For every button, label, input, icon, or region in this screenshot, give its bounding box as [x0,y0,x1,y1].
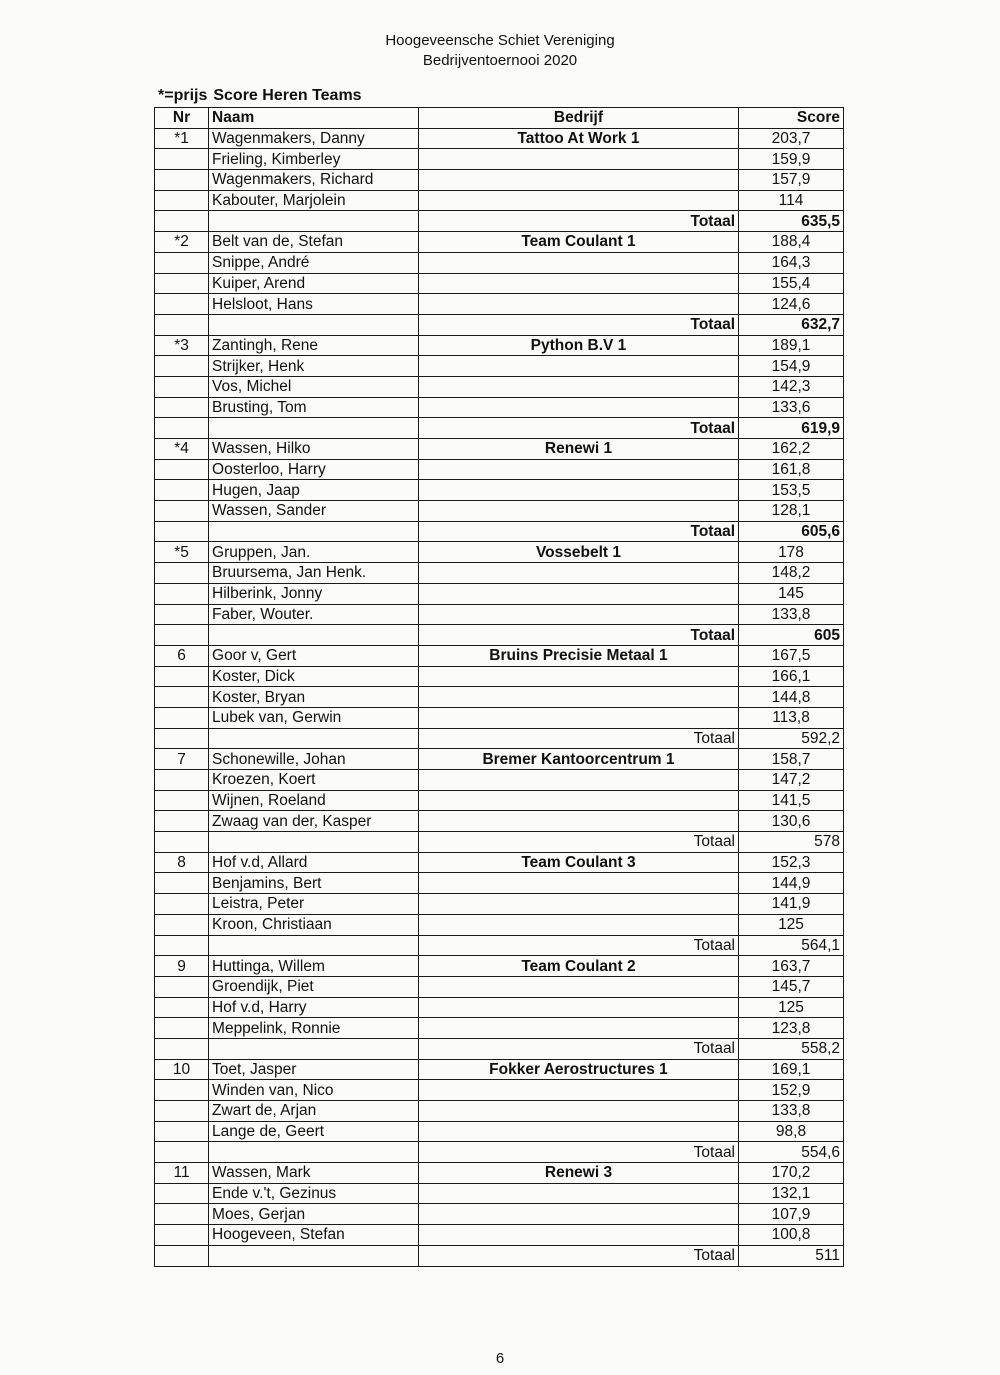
table-row [155,1121,844,1142]
member-name-cell: Lubek van, Gerwin [209,707,419,728]
member-name-cell: Wagenmakers, Danny [209,128,419,149]
column-header-nr: Nr [155,108,209,129]
company-cell [418,687,738,708]
member-score-cell: 159,9 [739,149,844,170]
company-cell [418,1204,738,1225]
member-name-cell: Kuiper, Arend [209,273,419,294]
member-name-cell: Kroon, Christiaan [209,914,419,935]
table-row [155,790,844,811]
member-name-cell: Goor v, Gert [209,645,419,666]
team-total-value: 554,6 [739,1142,844,1163]
company-cell [418,190,738,211]
company-cell [418,894,738,915]
member-name-cell: Winden van, Nico [209,1080,419,1101]
table-row [155,542,844,563]
table-row [155,252,844,273]
company-cell [418,294,738,315]
member-score-cell: 133,8 [739,1101,844,1122]
member-score-cell: 124,6 [739,294,844,315]
member-score-cell: 123,8 [739,1018,844,1039]
section-heading [158,87,362,105]
rank-cell [155,294,209,315]
rank-cell [155,604,209,625]
company-cell [418,1183,738,1204]
rank-cell [155,728,209,749]
member-score-cell: 145 [739,583,844,604]
rank-cell [155,149,209,170]
company-cell [418,397,738,418]
member-score-cell: 154,9 [739,356,844,377]
rank-cell: *2 [155,232,209,253]
company-cell: Team Coulant 1 [418,232,738,253]
table-row [155,873,844,894]
rank-cell [155,1142,209,1163]
member-score-cell: 152,9 [739,1080,844,1101]
member-score-cell: 167,5 [739,645,844,666]
rank-cell [155,1183,209,1204]
rank-cell [155,666,209,687]
team-total-row [155,625,844,646]
table-row [155,1204,844,1225]
company-cell [418,1101,738,1122]
member-score-cell: 98,8 [739,1121,844,1142]
company-cell [418,770,738,791]
member-name-cell: Moes, Gerjan [209,1204,419,1225]
company-cell [418,1225,738,1246]
company-cell [418,1121,738,1142]
member-score-cell: 144,8 [739,687,844,708]
team-total-value: 564,1 [739,935,844,956]
member-score-cell: 128,1 [739,501,844,522]
member-name-cell: Frieling, Kimberley [209,149,419,170]
member-name-cell [209,1245,419,1266]
rank-cell [155,397,209,418]
company-cell [418,149,738,170]
rank-cell: 10 [155,1059,209,1080]
rank-cell: *3 [155,335,209,356]
member-score-cell: 162,2 [739,439,844,460]
company-cell [418,501,738,522]
team-total-row [155,832,844,853]
member-name-cell: Hilberink, Jonny [209,583,419,604]
member-score-cell: 203,7 [739,128,844,149]
member-name-cell: Wassen, Sander [209,501,419,522]
company-cell [418,583,738,604]
member-name-cell [209,728,419,749]
company-cell: Vossebelt 1 [418,542,738,563]
member-score-cell: 125 [739,914,844,935]
team-total-value: 558,2 [739,1038,844,1059]
rank-cell [155,211,209,232]
rank-cell [155,480,209,501]
member-score-cell: 100,8 [739,1225,844,1246]
member-name-cell: Koster, Dick [209,666,419,687]
prize-legend: *=prijs [158,87,208,104]
table-row [155,294,844,315]
member-name-cell: Zwaag van der, Kasper [209,811,419,832]
team-total-row [155,728,844,749]
company-cell [418,1080,738,1101]
rank-cell [155,1080,209,1101]
company-cell [418,707,738,728]
table-row [155,397,844,418]
member-name-cell [209,1038,419,1059]
member-name-cell: Zantingh, Rene [209,335,419,356]
member-name-cell: Leistra, Peter [209,894,419,915]
member-name-cell: Koster, Bryan [209,687,419,708]
rank-cell [155,583,209,604]
member-name-cell: Belt van de, Stefan [209,232,419,253]
team-total-row [155,521,844,542]
member-name-cell [209,1142,419,1163]
table-row [155,811,844,832]
rank-cell [155,1245,209,1266]
rank-cell [155,832,209,853]
table-row [155,583,844,604]
rank-cell [155,418,209,439]
member-name-cell: Brusting, Tom [209,397,419,418]
rank-cell [155,770,209,791]
table-row [155,956,844,977]
table-row [155,1101,844,1122]
member-name-cell: Strijker, Henk [209,356,419,377]
company-cell [418,976,738,997]
member-score-cell: 113,8 [739,707,844,728]
member-score-cell: 114 [739,190,844,211]
totaal-label: Totaal [418,418,738,439]
table-row [155,376,844,397]
table-row [155,335,844,356]
member-name-cell: Huttinga, Willem [209,956,419,977]
table-row [155,749,844,770]
company-cell [418,376,738,397]
member-score-cell: 189,1 [739,335,844,356]
table-row [155,687,844,708]
company-cell [418,273,738,294]
rank-cell: 9 [155,956,209,977]
member-score-cell: 158,7 [739,749,844,770]
rank-cell [155,790,209,811]
rank-cell [155,997,209,1018]
company-cell [418,604,738,625]
table-row [155,645,844,666]
company-cell [418,811,738,832]
member-name-cell: Zwart de, Arjan [209,1101,419,1122]
team-total-value: 632,7 [739,314,844,335]
table-row [155,149,844,170]
table-row [155,501,844,522]
table-row [155,190,844,211]
company-cell: Team Coulant 2 [418,956,738,977]
totaal-label: Totaal [418,1038,738,1059]
rank-cell: 8 [155,852,209,873]
rank-cell [155,459,209,480]
totaal-label: Totaal [418,1142,738,1163]
company-cell: Python B.V 1 [418,335,738,356]
table-row [155,1018,844,1039]
member-name-cell: Toet, Jasper [209,1059,419,1080]
company-cell: Tattoo At Work 1 [418,128,738,149]
member-name-cell: Groendijk, Piet [209,976,419,997]
member-score-cell: 166,1 [739,666,844,687]
member-name-cell: Benjamins, Bert [209,873,419,894]
totaal-label: Totaal [418,314,738,335]
member-name-cell: Kabouter, Marjolein [209,190,419,211]
company-cell [418,914,738,935]
company-cell: Bruins Precisie Metaal 1 [418,645,738,666]
member-name-cell: Hoogeveen, Stefan [209,1225,419,1246]
rank-cell: 6 [155,645,209,666]
member-name-cell: Ende v.'t, Gezinus [209,1183,419,1204]
rank-cell [155,190,209,211]
rank-cell [155,914,209,935]
member-score-cell: 132,1 [739,1183,844,1204]
member-score-cell: 141,5 [739,790,844,811]
member-score-cell: 133,6 [739,397,844,418]
team-total-value: 578 [739,832,844,853]
member-name-cell: Wassen, Mark [209,1163,419,1184]
member-name-cell: Wassen, Hilko [209,439,419,460]
totaal-label: Totaal [418,935,738,956]
member-score-cell: 125 [739,997,844,1018]
rank-cell [155,894,209,915]
member-score-cell: 144,9 [739,873,844,894]
member-name-cell: Hof v.d, Harry [209,997,419,1018]
member-name-cell: Hof v.d, Allard [209,852,419,873]
member-score-cell: 142,3 [739,376,844,397]
table-row [155,170,844,191]
rank-cell [155,356,209,377]
company-cell [418,790,738,811]
table-row [155,1163,844,1184]
member-score-cell: 178 [739,542,844,563]
table-row [155,480,844,501]
team-total-row [155,1038,844,1059]
member-score-cell: 145,7 [739,976,844,997]
member-name-cell [209,625,419,646]
member-name-cell: Hugen, Jaap [209,480,419,501]
column-header-score: Score [739,108,844,129]
member-name-cell: Meppelink, Ronnie [209,1018,419,1039]
rank-cell [155,252,209,273]
table-row [155,563,844,584]
rank-cell [155,563,209,584]
rank-cell [155,935,209,956]
column-header-bedrijf: Bedrijf [418,108,738,129]
table-row [155,1080,844,1101]
company-cell: Renewi 1 [418,439,738,460]
totaal-label: Totaal [418,728,738,749]
member-name-cell: Bruursema, Jan Henk. [209,563,419,584]
member-name-cell: Kroezen, Koert [209,770,419,791]
company-cell [418,170,738,191]
member-name-cell: Schonewille, Johan [209,749,419,770]
table-row [155,604,844,625]
document-title: Hoogeveensche Schiet Vereniging [385,32,615,49]
table-row [155,128,844,149]
table-body [155,128,844,1266]
table-header-row [155,108,844,129]
member-score-cell: 161,8 [739,459,844,480]
rank-cell [155,314,209,335]
member-score-cell: 153,5 [739,480,844,501]
member-score-cell: 152,3 [739,852,844,873]
company-cell [418,459,738,480]
member-name-cell [209,935,419,956]
team-total-value: 592,2 [739,728,844,749]
table-row [155,666,844,687]
rank-cell [155,1225,209,1246]
company-cell [418,997,738,1018]
company-cell [418,252,738,273]
rank-cell [155,376,209,397]
rank-cell: *5 [155,542,209,563]
company-cell [418,563,738,584]
member-name-cell [209,314,419,335]
rank-cell [155,170,209,191]
scores-table [154,107,844,1267]
member-name-cell: Vos, Michel [209,376,419,397]
totaal-label: Totaal [418,1245,738,1266]
member-name-cell [209,211,419,232]
company-cell [418,666,738,687]
member-name-cell: Gruppen, Jan. [209,542,419,563]
rank-cell: 11 [155,1163,209,1184]
page-number: 6 [495,1350,505,1367]
rank-cell [155,521,209,542]
company-cell: Team Coulant 3 [418,852,738,873]
totaal-label: Totaal [418,832,738,853]
member-name-cell [209,418,419,439]
team-total-value: 511 [739,1245,844,1266]
company-cell [418,873,738,894]
member-name-cell: Snippe, André [209,252,419,273]
member-score-cell: 188,4 [739,232,844,253]
table-row [155,894,844,915]
member-name-cell: Helsloot, Hans [209,294,419,315]
table-row [155,1225,844,1246]
rank-cell [155,1018,209,1039]
rank-cell: *4 [155,439,209,460]
rank-cell [155,707,209,728]
member-score-cell: 130,6 [739,811,844,832]
totaal-label: Totaal [418,211,738,232]
member-score-cell: 147,2 [739,770,844,791]
table-row [155,770,844,791]
team-total-value: 635,5 [739,211,844,232]
team-total-row [155,314,844,335]
table-row [155,707,844,728]
rank-cell [155,1038,209,1059]
team-total-row [155,1142,844,1163]
rank-cell [155,625,209,646]
rank-cell [155,811,209,832]
totaal-label: Totaal [418,521,738,542]
member-name-cell: Faber, Wouter. [209,604,419,625]
table-row [155,273,844,294]
rank-cell [155,687,209,708]
company-cell [418,480,738,501]
table-row [155,976,844,997]
member-score-cell: 107,9 [739,1204,844,1225]
member-name-cell [209,832,419,853]
rank-cell [155,873,209,894]
team-total-row [155,211,844,232]
rank-cell [155,273,209,294]
rank-cell [155,501,209,522]
company-cell: Fokker Aerostructures 1 [418,1059,738,1080]
company-cell: Renewi 3 [418,1163,738,1184]
table-row [155,356,844,377]
member-score-cell: 148,2 [739,563,844,584]
table-row [155,1183,844,1204]
table-row [155,439,844,460]
rank-cell: *1 [155,128,209,149]
team-total-value: 605 [739,625,844,646]
member-name-cell [209,521,419,542]
rank-cell [155,1101,209,1122]
company-cell: Bremer Kantoorcentrum 1 [418,749,738,770]
rank-cell [155,1204,209,1225]
table-row [155,1059,844,1080]
company-cell [418,1018,738,1039]
member-score-cell: 141,9 [739,894,844,915]
member-score-cell: 157,9 [739,170,844,191]
table-row [155,914,844,935]
table-row [155,232,844,253]
team-total-row [155,935,844,956]
team-total-row [155,418,844,439]
rank-cell [155,976,209,997]
member-score-cell: 170,2 [739,1163,844,1184]
table-row [155,459,844,480]
column-header-naam: Naam [209,108,419,129]
company-cell [418,356,738,377]
table-row [155,852,844,873]
member-score-cell: 133,8 [739,604,844,625]
member-name-cell: Lange de, Geert [209,1121,419,1142]
section-title: Score Heren Teams [213,87,362,104]
team-total-value: 605,6 [739,521,844,542]
rank-cell [155,1121,209,1142]
member-name-cell: Wijnen, Roeland [209,790,419,811]
totaal-label: Totaal [418,625,738,646]
member-score-cell: 163,7 [739,956,844,977]
team-total-row [155,1245,844,1266]
member-score-cell: 164,3 [739,252,844,273]
rank-cell: 7 [155,749,209,770]
member-name-cell: Oosterloo, Harry [209,459,419,480]
member-score-cell: 155,4 [739,273,844,294]
document-subtitle: Bedrijventoernooi 2020 [422,52,578,69]
table-row [155,997,844,1018]
member-name-cell: Wagenmakers, Richard [209,170,419,191]
team-total-value: 619,9 [739,418,844,439]
member-score-cell: 169,1 [739,1059,844,1080]
